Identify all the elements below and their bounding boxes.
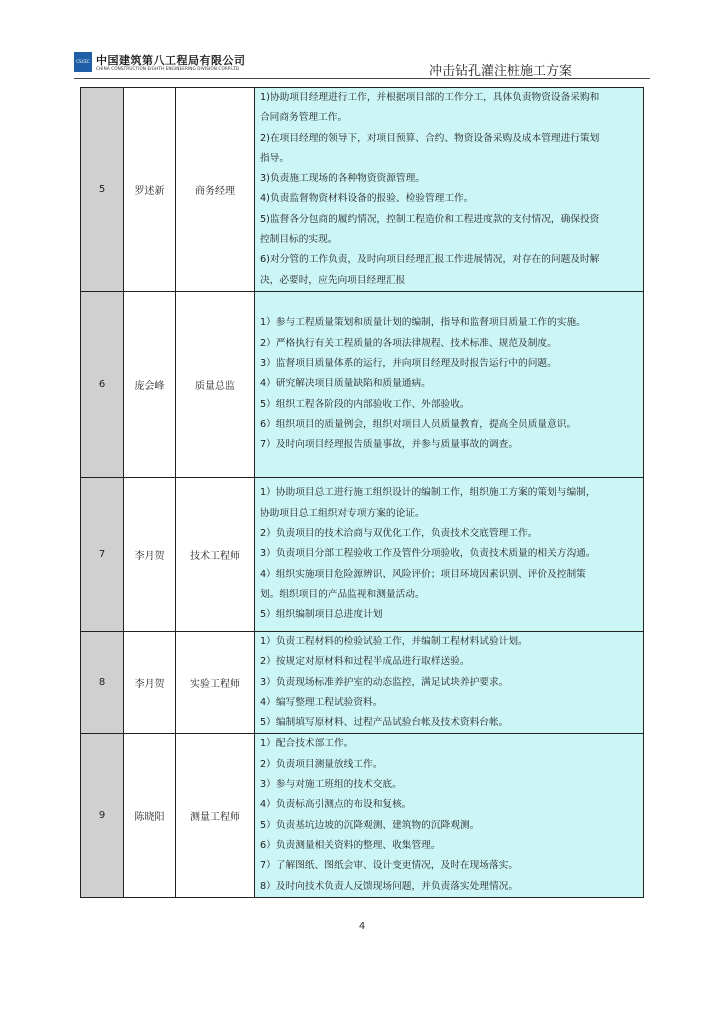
row-number: 7 (81, 477, 124, 631)
table-row (81, 291, 644, 477)
duties-cell (255, 734, 644, 897)
duty-line: 1）配合技术部工作。 (260, 738, 354, 750)
table-row (81, 88, 644, 292)
duty-line: 协助项目总工组织对专项方案的论证。 (260, 507, 425, 519)
company-name-en: CHINA CONSTRUCTION EIGHTH ENGINEERING DIVISION.CORP.LTD (96, 66, 240, 71)
duty-line: 1）协助项目总工进行施工组织设计的编制工作，组织施工方案的策划与编制， (260, 487, 596, 499)
job-title: 商务经理 (176, 88, 255, 292)
row-number: 6 (81, 291, 124, 477)
duty-line: 2）按规定对原材料和过程半成品进行取样送验。 (260, 656, 470, 668)
job-title: 质量总监 (176, 291, 255, 477)
person-name: 庞会峰 (124, 291, 176, 477)
table-row (81, 734, 644, 897)
duty-line: 7）及时向项目经理报告质量事故，并参与质量事故的调查。 (260, 439, 519, 451)
duty-line: 3）监督项目质量体系的运行，并向项目经理及时报告运行中的问题。 (260, 358, 557, 370)
duty-line: 5）组织工程各阶段的内部验收工作、外部验收。 (260, 398, 470, 410)
duty-line: 4）研究解决项目质量缺陷和质量通病。 (260, 378, 431, 390)
duty-line: 3）负责现场标准养护室的动态监控，满足试块养护要求。 (260, 676, 509, 688)
duty-line: 4）编写整理工程试验资料。 (260, 696, 383, 708)
duty-line: 5）负责基坑边坡的沉降观测、建筑物的沉降观测。 (260, 819, 480, 831)
duties-cell (255, 477, 644, 631)
row-number: 8 (81, 631, 124, 733)
duty-line: 合同商务管理工作。 (260, 112, 348, 124)
person-name: 陈晓阳 (124, 734, 176, 897)
duties-cell (255, 88, 644, 292)
document-title: 冲击钻孔灌注桩施工方案 (428, 64, 572, 79)
page-number: 4 (358, 921, 366, 932)
duty-line: 决，必要时，应先向项目经理汇报 (260, 274, 406, 286)
person-name: 罗述新 (124, 88, 176, 292)
table-row (81, 631, 644, 733)
duty-line: 控制目标的实现。 (260, 234, 338, 246)
duty-line: 5）编制填写原材料、过程产品试验台帐及技术资料台帐。 (260, 717, 509, 729)
table-row (81, 477, 644, 631)
duty-line: 3）参与对施工班组的技术交底。 (260, 779, 402, 791)
duty-line: 4）负责标高引测点的布设和复核。 (260, 799, 412, 811)
logo-text: CSCEC (76, 59, 90, 64)
job-title: 测量工程师 (176, 734, 255, 897)
duty-line: 6）组织项目的质量例会，组织对项目人员质量教育，提高全员质量意识。 (260, 418, 577, 430)
duty-line: 5)监督各分包商的履约情况，控制工程造价和工程进度款的支付情况，确保投资 (260, 213, 600, 225)
responsibility-table (80, 87, 644, 898)
duty-line: 4)负责监督物资材料设备的报验、检验管理工作。 (260, 193, 474, 205)
duty-line: 2）负责项目测量放线工作。 (260, 758, 383, 770)
row-number: 9 (81, 734, 124, 897)
company-logo-icon (74, 52, 92, 72)
duties-cell (255, 631, 644, 733)
company-name-cn: 中国建筑第八工程局有限公司 (96, 54, 246, 67)
duty-line: 1)协助项目经理进行工作，并根据项目部的工作分工，具体负责物资设备采购和 (260, 92, 600, 103)
duty-line: 3）负责项目分部工程验收工作及管件分项验收，负责技术质量的相关方沟通。 (260, 548, 596, 560)
duty-line: 3)负责施工现场的各种物资资源管理。 (260, 173, 425, 185)
duty-line: 4）组织实施项目危险源辨识、风险评价；项目环境因素识别、评价及控制策 (260, 568, 586, 580)
duty-line: 5）组织编制项目总进度计划 (260, 609, 383, 621)
duty-line: 1）负责工程材料的检验试验工作，并编制工程材料试验计划。 (260, 635, 528, 647)
row-number: 5 (81, 88, 124, 292)
duty-line: 6）负责测量相关资料的整理、收集管理。 (260, 839, 441, 851)
person-name: 李月贺 (124, 631, 176, 733)
duty-line: 2）严格执行有关工程质量的各项法律规程、技术标准、规范及制度。 (260, 337, 557, 349)
duty-line: 1）参与工程质量策划和质量计划的编制，指导和监督项目质量工作的实施。 (260, 317, 586, 329)
duty-line: 2)在项目经理的领导下，对项目预算、合约、物资设备采购及成本管理进行策划 (260, 132, 600, 144)
duty-line: 指导。 (260, 152, 290, 164)
duties-cell (255, 291, 644, 477)
duty-line: 2）负责项目的技术洽商与双优化工作，负责技术交底管理工作。 (260, 528, 538, 540)
person-name: 李月贺 (124, 477, 176, 631)
job-title: 实验工程师 (176, 631, 255, 733)
duty-line: 7）了解图纸、图纸会审、设计变更情况，及时在现场落实。 (260, 860, 519, 872)
header-divider (74, 78, 650, 79)
job-title: 技术工程师 (176, 477, 255, 631)
duty-line: 划。组织项目的产品监视和测量活动。 (260, 588, 425, 600)
duty-line: 8）及时向技术负责人反馈现场问题，并负责落实处理情况。 (260, 880, 519, 892)
duty-line: 6)对分管的工作负责，及时向项目经理汇报工作进展情况，对存在的问题及时解 (260, 254, 600, 266)
